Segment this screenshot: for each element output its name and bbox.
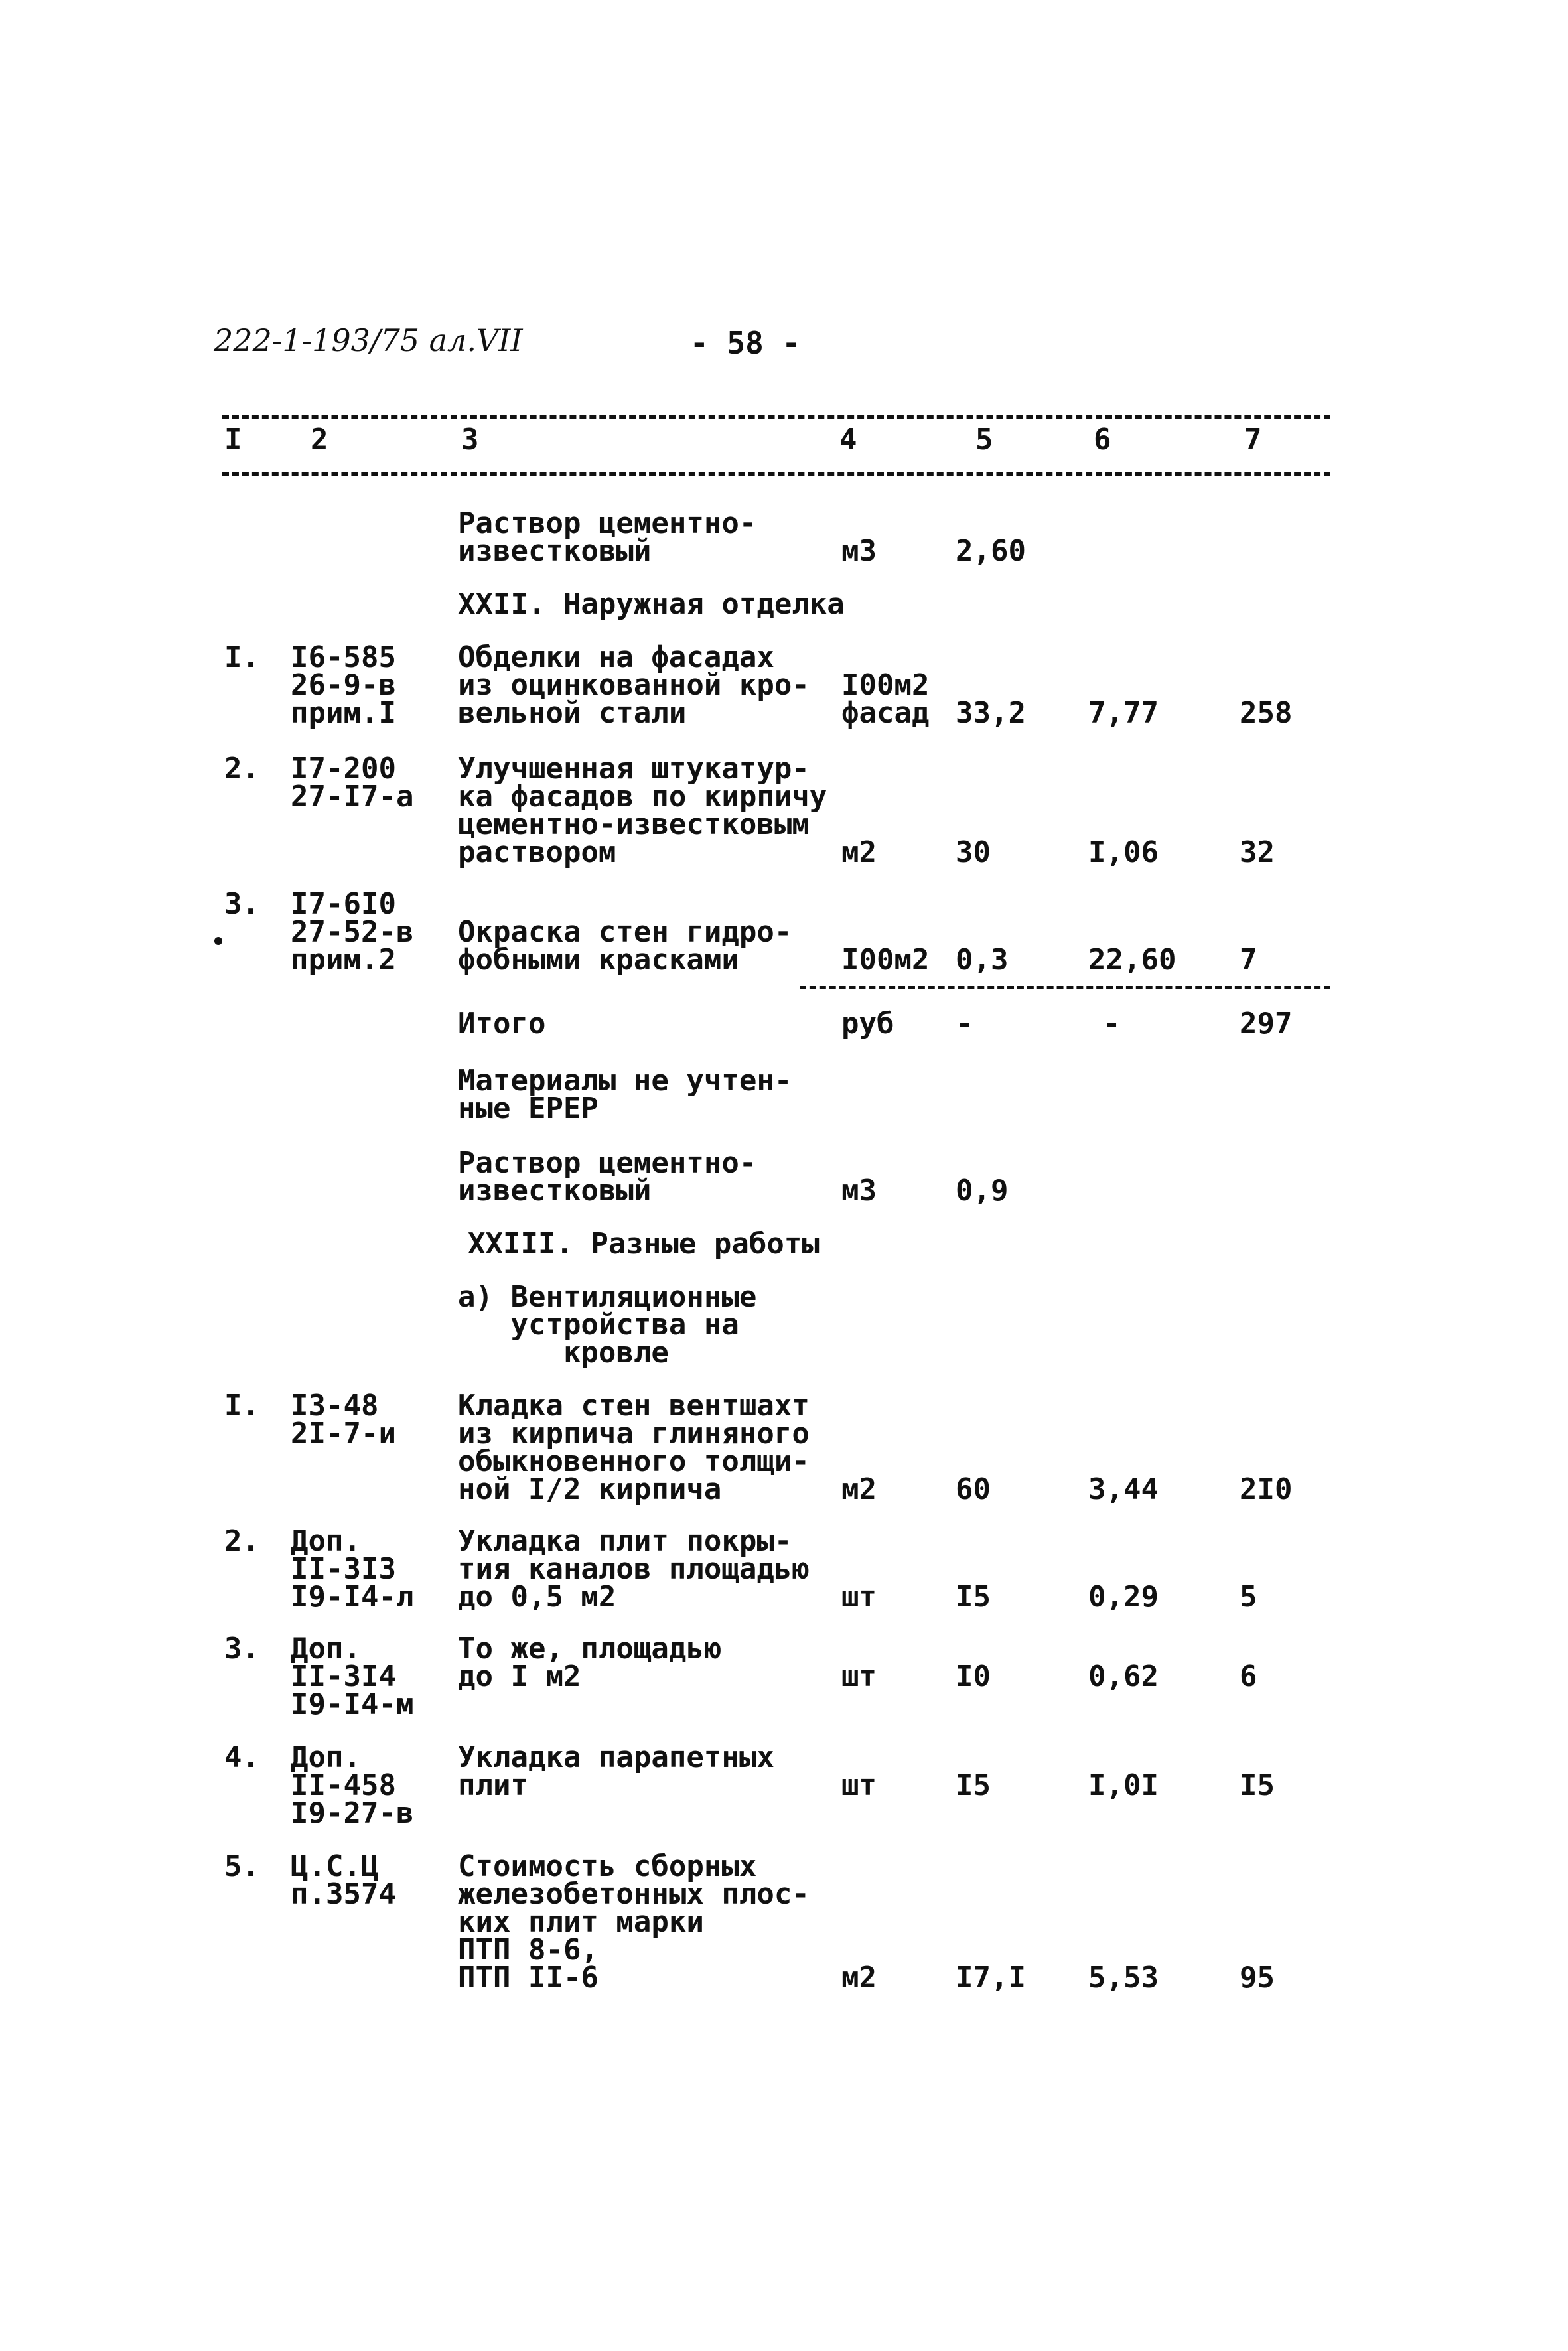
cell-code: Доп. II-3I4 I9-I4-м — [291, 1632, 414, 1721]
cell-item-number: I. — [224, 640, 259, 674]
cell-code: I3-48 2I-7-и — [291, 1389, 396, 1451]
cell-description: Окраска стен гидро- фобными красками — [458, 915, 792, 977]
cell-unit-price: 7,77 — [1088, 696, 1159, 730]
cell-description: Улучшенная штукатур- ка фасадов по кирпичу цементно-известковым раствором — [458, 752, 827, 869]
cell-description: То же, площадью до I м2 — [458, 1632, 722, 1693]
cell-item-number: I. — [224, 1389, 259, 1423]
col-header-6: 6 — [1094, 423, 1111, 457]
col-header-7: 7 — [1244, 423, 1262, 457]
cell-item-number: 5. — [224, 1849, 259, 1883]
table-top-rule — [222, 415, 1330, 419]
margin-dot — [214, 937, 222, 945]
cell-description: Обделки на фасадах из оцинкованной кро- вельной стали — [458, 640, 810, 730]
cell-item-number: 4. — [224, 1741, 259, 1774]
cell-description: Раствор цементно- известковый — [458, 506, 757, 568]
cell-code: I7-200 27-I7-а — [291, 752, 414, 814]
cell-unit-price: I,0I — [1088, 1768, 1159, 1802]
page-number: - 58 - — [690, 325, 801, 361]
cell-code: I6-585 26-9-в прим.I — [291, 640, 396, 730]
cell-quantity: I7,I — [956, 1961, 1026, 1995]
cell-description: Раствор цементно- известковый — [458, 1146, 757, 1208]
cell-unit: м2 — [841, 835, 877, 869]
cell-total: 5 — [1240, 1580, 1257, 1614]
cell-quantity: 0,9 — [956, 1174, 1009, 1208]
cell-unit-price: 3,44 — [1088, 1472, 1159, 1506]
cell-quantity: 33,2 — [956, 696, 1026, 730]
cell-description: Стоимость сборных железобетонных плос- ких плит марки ПТП 8-6, ПТП II-6 — [458, 1849, 810, 1995]
cell-unit-price: 0,62 — [1088, 1660, 1159, 1693]
cell-code: I7-6I0 27-52-в прим.2 — [291, 887, 414, 977]
cell-unit: I00м2 фасад — [841, 668, 930, 730]
cell-quantity: - — [956, 1007, 973, 1040]
cell-unit-price: - — [1103, 1007, 1121, 1040]
document-code: 222-1-193/75 ал.VII — [214, 322, 523, 358]
cell-unit-price: 0,29 — [1088, 1580, 1159, 1614]
cell-item-number: 2. — [224, 752, 259, 786]
cell-code: Ц.С.Ц п.3574 — [291, 1849, 396, 1911]
cell-total: 258 — [1240, 696, 1293, 730]
col-header-3: 3 — [461, 423, 479, 457]
cell-total: 95 — [1240, 1961, 1275, 1995]
cell-unit: шт — [841, 1580, 877, 1614]
cell-unit: м2 — [841, 1472, 877, 1506]
cell-total: 32 — [1240, 835, 1275, 869]
cell-unit: руб — [841, 1007, 894, 1040]
cell-unit: м3 — [841, 1174, 877, 1208]
col-header-4: 4 — [839, 423, 857, 457]
cell-quantity: 30 — [956, 835, 991, 869]
cell-description: Материалы не учтен- ные ЕРЕР — [458, 1064, 792, 1125]
cell-quantity: 0,3 — [956, 943, 1009, 977]
section-heading: XXII. Наружная отделка — [458, 587, 845, 621]
cell-total: I5 — [1240, 1768, 1275, 1802]
cell-unit: I00м2 — [841, 943, 930, 977]
cell-item-number: 2. — [224, 1524, 259, 1558]
cell-quantity: I5 — [956, 1580, 991, 1614]
cell-unit: шт — [841, 1768, 877, 1802]
cell-total: 7 — [1240, 943, 1257, 977]
col-header-5: 5 — [975, 423, 993, 457]
cell-quantity: I0 — [956, 1660, 991, 1693]
cell-item-number: 3. — [224, 887, 259, 921]
cell-unit-price: 5,53 — [1088, 1961, 1159, 1995]
cell-total: 6 — [1240, 1660, 1257, 1693]
table-header-rule — [222, 472, 1330, 476]
cell-code: Доп. II-3I3 I9-I4-л — [291, 1524, 414, 1614]
cell-unit-price: 22,60 — [1088, 943, 1176, 977]
cell-quantity: 2,60 — [956, 534, 1026, 568]
cell-item-number: 3. — [224, 1632, 259, 1666]
cell-unit: м3 — [841, 534, 877, 568]
cell-quantity: I5 — [956, 1768, 991, 1802]
cell-total: 2I0 — [1240, 1472, 1293, 1506]
cell-unit: м2 — [841, 1961, 877, 1995]
cell-description: Кладка стен вентшахт из кирпича глиняного обыкновенного толщи- ной I/2 кирпича — [458, 1389, 810, 1506]
cell-code: Доп. II-458 I9-27-в — [291, 1741, 414, 1830]
section-heading: XXIII. Разные работы — [468, 1227, 820, 1261]
subtotal-rule — [800, 986, 1330, 989]
col-header-1: I — [224, 423, 242, 457]
cell-quantity: 60 — [956, 1472, 991, 1506]
total-label: Итого — [458, 1007, 546, 1040]
cell-total: 297 — [1240, 1007, 1293, 1040]
col-header-2: 2 — [311, 423, 328, 457]
cell-description: Укладка плит покры- тия каналов площадью до 0,5 м2 — [458, 1524, 810, 1614]
cell-description: Укладка парапетных плит — [458, 1741, 774, 1802]
cell-unit-price: I,06 — [1088, 835, 1159, 869]
subsection-heading: а) Вентиляционные устройства на кровле — [458, 1280, 757, 1370]
cell-unit: шт — [841, 1660, 877, 1693]
